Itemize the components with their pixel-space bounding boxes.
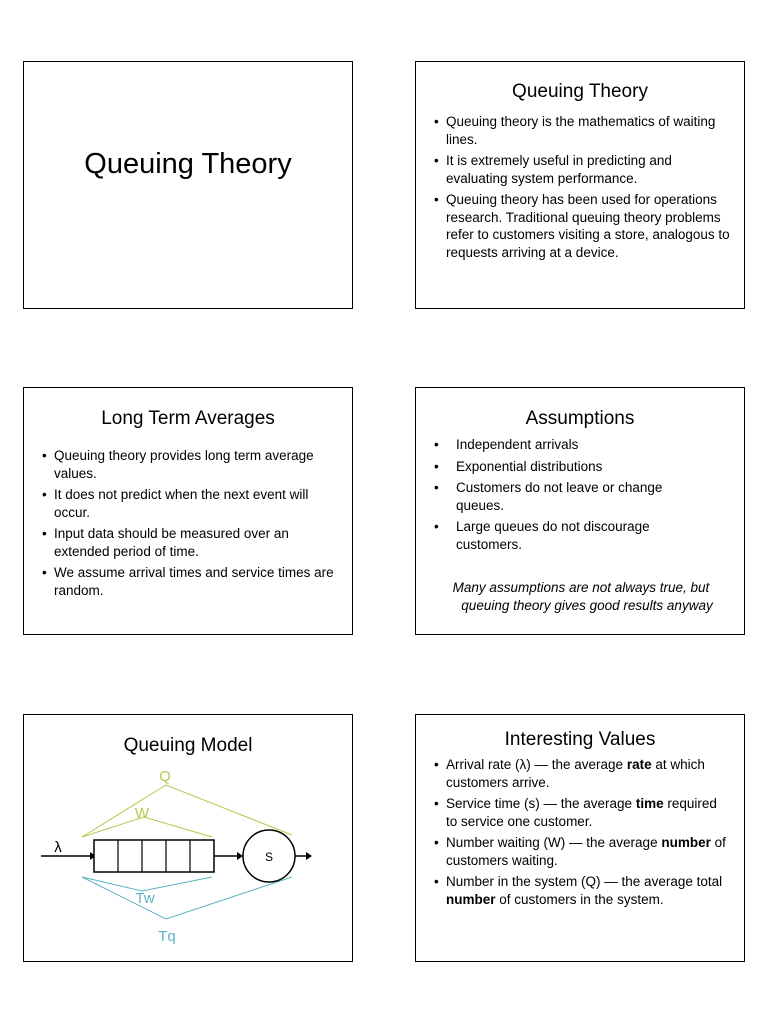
w-label: W — [134, 805, 150, 822]
bullet-item: • Large queues do not discourage customers. — [434, 518, 704, 553]
server-arrowhead — [237, 852, 243, 860]
bullet-item: • Independent arrivals — [434, 436, 704, 454]
q-label: Q — [159, 768, 171, 785]
slide-long-term-averages — [23, 387, 353, 635]
bullet-item: • It does not predict when the next event will occur. — [42, 486, 338, 521]
tw-bracket-line — [82, 877, 212, 891]
note-line: Many assumptions are not always true, but — [452, 580, 710, 595]
bullet-item: • Customers do not leave or change queues. — [434, 479, 704, 514]
slide-heading: Interesting Values — [504, 729, 656, 750]
slide-queuing-model — [23, 714, 353, 962]
bullet-list — [42, 447, 338, 603]
bullet-item: • Exponential distributions — [434, 458, 704, 476]
lambda-label: λ — [54, 839, 62, 856]
slide-heading: Queuing Model — [123, 735, 253, 756]
queuing-model-diagram — [24, 715, 351, 960]
bullet-item: • Arrival rate (λ) — the average rate at which customers arrive. — [434, 756, 730, 791]
tq-bracket-line — [82, 877, 292, 919]
slide-heading: Assumptions — [525, 408, 635, 429]
slide-queuing-theory — [415, 61, 745, 309]
bullet-item: • Service time (s) — the average time required to service one customer. — [434, 795, 730, 830]
bullet-item: • Queuing theory provides long term average values. — [42, 447, 338, 482]
slide-title-heading: Queuing Theory — [84, 148, 292, 180]
departure-arrowhead — [306, 852, 312, 860]
bullet-item: • Input data should be measured over an extended period of time. — [42, 525, 338, 560]
bullet-list — [434, 756, 730, 912]
slide-title — [23, 61, 353, 309]
assumptions-note — [426, 579, 736, 614]
slide-assumptions — [415, 387, 745, 635]
bullet-list — [434, 436, 704, 557]
slide-heading: Long Term Averages — [101, 408, 275, 429]
tq-label: Tq — [158, 928, 176, 945]
tw-label: Tw — [135, 890, 155, 907]
queue-buffer — [94, 840, 214, 872]
server-label: S — [264, 850, 274, 864]
slide-interesting-values — [415, 714, 745, 962]
bullet-item: • We assume arrival times and service times are random. — [42, 564, 338, 599]
bullet-item: • Queuing theory is the mathematics of waiting lines. — [434, 113, 732, 148]
bullet-list — [434, 113, 732, 265]
bullet-item: • It is extremely useful in predicting and evaluating system performance. — [434, 152, 732, 187]
bullet-item: • Number waiting (W) — the average number of customers waiting. — [434, 834, 730, 869]
note-line: queuing theory gives good results anyway — [461, 597, 713, 613]
slide-heading: Queuing Theory — [512, 81, 648, 102]
bullet-item: • Number in the system (Q) — the average total number of customers in the system. — [434, 873, 730, 908]
bullet-item: • Queuing theory has been used for operations research. Traditional queuing theory problems refer to customers visiting a store, analogous to requests arriving at a device. — [434, 191, 732, 261]
